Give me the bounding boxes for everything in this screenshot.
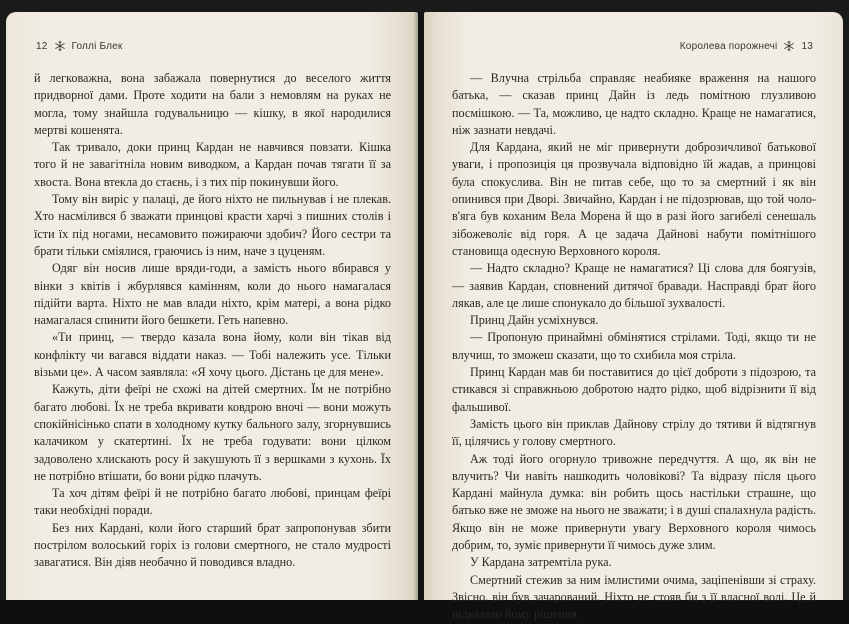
left-page [6, 12, 418, 600]
left-page-text [34, 70, 391, 572]
paragraph: «Ти принц, — твердо казала вона йому, коли він тікав від конфлікту чи вагався віддати наказ. — Тобі належить усе. Тільки візьми це». А часом заявляла: «Я хочу цього. Дістань це для мене». [34, 330, 391, 380]
paragraph: Смертний стежив за ним імлистими очима, заціпенівши зі страху. Звісно, він був зачарований. Ніхто не стояв би з її власної волі. Це й підказало йому рішення. [452, 572, 816, 622]
right-page [424, 12, 843, 622]
paragraph: Принц Кардан мав би поставитися до цієї доброти з підозрою, та стикався зі справжньою добротою надто рідко, щоб відрізнити її від фальшивої. [452, 365, 816, 414]
right-book-title: Королева порожнечі [679, 40, 778, 52]
paragraph: Кажуть, діти феїрі не схожі на дітей смертних. Їм не потрібно багато любові. Їх не треба вкривати ковдрою вночі — вони можуть спокійнісінько спати в холодному кутку бального залу, згорнувшись калачиком у скатертині. Їх не треба годувати: вони цілком задоволено хлискають росу й закушують її з вершками з кухонь. Їх не потрібно втішати, бо вони рідко плачуть. [34, 382, 391, 483]
right-running-head [680, 38, 813, 54]
snowflake-icon [783, 40, 795, 52]
paragraph: Та хоч дітям феїрі й не потрібно багато любові, принцам феїрі таки необхідні поради. [34, 486, 391, 518]
paragraph: Аж тоді його огорнуло тривожне передчуття. А що, як він не влучить? Чи навіть нашкодить чоловікові? Та відразу після цього Кардані майнула думка: він робить щось настільки страшне, що батько вже не зможе на нього не зважати; і в душі спалахнула радість. Якщо він не може привернути увагу Верховного короля чимось добрим, то, зуміє привернути її чимось дуже злим. [452, 451, 816, 553]
paragraph: Замість цього він приклав Дайнову стрілу до тятиви й відтягнув її, цілячись у голову смертного. [452, 416, 816, 449]
left-running-head [36, 38, 123, 54]
paragraph: Так тривало, доки принц Кардан не навчився повзати. Кішка того й не завагітніла новим виводком, а Кардан почав тягати її за хвоста. Вона втекла до стаєнь, і з тих пір покинувши його. [34, 140, 391, 189]
paragraph: й легковажна, вона забажала повернутися до веселого життя придворної дами. Проте ходити на бали з немовлям на руках не могла, тому знайшла годувальницю — кішку, в якої народилися мертві кошенята. [34, 71, 391, 137]
paragraph: Тому він виріс у палаці, де його ніхто не пильнував і не плекав. Хто насмілився б зважати принцові красти харчі з пишних столів і їсти їх під ногами, несамовито пожираючи здобич? Його сестри та брати тільки сміялися, граючись із ним, наче з цуценям. [34, 192, 391, 258]
right-page-text [452, 70, 816, 624]
right-page-number: 13 [801, 40, 813, 52]
paragraph: Без них Кардані, коли його старший брат запропонував збити пострілом волоський горіх із голови смертного, не стало мудрості завагатися. Він діяв необачно й поводився владно. [34, 520, 391, 570]
paragraph: — Надто складно? Краще не намагатися? Ці слова для боягузів, — заявив Кардан, сповнений дитячої бравади. Насправді брат його лякав, але це лише спонукало до більшої зухвалості. [452, 261, 816, 310]
paragraph: Для Кардана, який не міг привернути доброзичливої батькової уваги, і пропозиція ця прозвучала відповідно їй жадав, а принцові була спокуслива. Він не питав себе, що то за смертний і як він опинився при Дворі. Звичайно, Кардан і не підозрював, що той чолов'яга був коханим Вела Морена й що в разі його загибелі сенешаль зібожеволіє від горя. А це задача Дайнові набути помітнішого становища одесную Верховного короля. [452, 140, 816, 258]
snowflake-icon [54, 40, 66, 52]
paragraph: Принц Дайн усміхнувся. [470, 313, 599, 328]
left-page-number: 12 [36, 40, 48, 52]
paragraph: У Кардана затремтіла рука. [470, 555, 612, 570]
paragraph: Одяг він носив лише вряди-годи, а замість нього вбирався у вінки з квітів і жбурлявся камінням, коли до нього намагалася підійти варта. Ніхто не мав влади ніхто, крім матері, а вона рідко намагалася спинити його бешкети. Геть напевно. [34, 261, 391, 328]
left-book-author: Голлі Блек [71, 40, 123, 52]
paragraph: — Пропоную принаймні обмінятися стрілами. Тоді, якщо ти не влучиш, то зможеш сказати, що то схибила моя стріла. [452, 330, 816, 362]
paragraph: — Влучна стрільба справляє неабияке враження на нашого батька, — сказав принц Дайн із ледь помітною глузливою посмішкою. — Та, можливо, це надто складно. Краще не намагатися, ніж зазнати невдачі. [452, 71, 816, 137]
